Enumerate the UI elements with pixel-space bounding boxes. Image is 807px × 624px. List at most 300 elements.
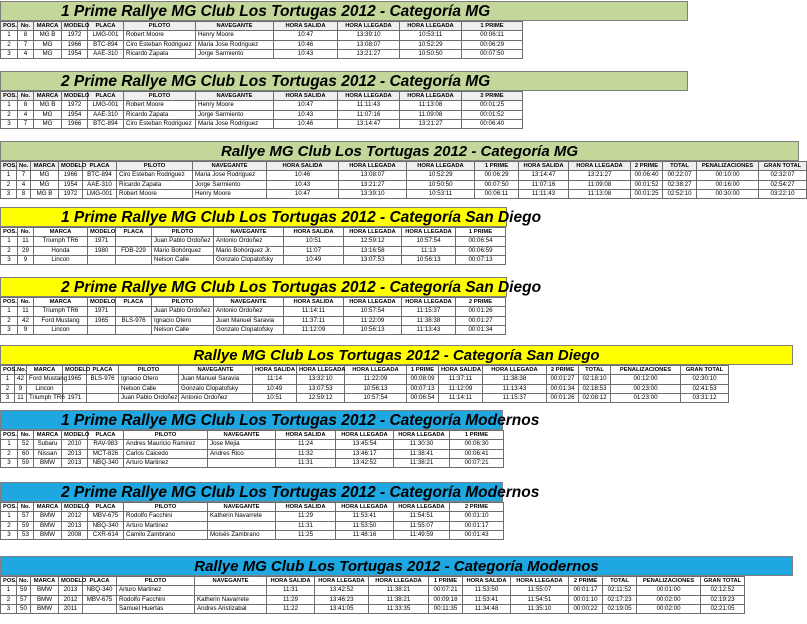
cell-piloto: Robert Moore — [124, 101, 196, 110]
cell-piloto: Ignacio Otero — [119, 375, 179, 384]
cell-marca: MG B — [34, 101, 62, 110]
cell-piloto: Juan Pablo Ordoñez — [152, 307, 214, 316]
column-header-hora-llegada: HORA LLEGADA — [400, 92, 462, 101]
cell-modelo: 1966 — [59, 171, 83, 180]
column-header-placa: PLACA — [83, 577, 117, 586]
cell-navegante: Juan Manuel Saravia — [214, 316, 284, 325]
cell-pos: 1 — [1, 101, 18, 110]
cell-hora-llegada: 10:52:29 — [400, 40, 462, 49]
cell-modelo — [63, 384, 87, 393]
column-header-2-prime: 2 PRIME — [462, 92, 523, 101]
column-header-gran-total: GRAN TOTAL — [701, 577, 745, 586]
cell-hora-salida: 11:31 — [276, 458, 336, 467]
column-header-piloto: PILOTO — [124, 431, 208, 440]
cell-2-prime: 00:01:10 — [450, 512, 504, 521]
cell-pos: 2 — [1, 384, 15, 393]
cell-no: 52 — [18, 440, 34, 449]
cell-1-prime: 00:06:11 — [462, 31, 523, 40]
table-header-row — [1, 298, 506, 307]
cell-1-prime: 00:06:54 — [407, 393, 439, 402]
results-table — [0, 576, 745, 614]
table-row — [1, 449, 504, 458]
cell-penalizaciones: 00:10:00 — [697, 171, 759, 180]
cell-penalizaciones: 00:23:00 — [611, 384, 681, 393]
column-header-hora-llegada: HORA LLEGADA — [400, 22, 462, 31]
table-row — [1, 237, 506, 246]
cell-piloto: Rodolfo Facchini — [124, 512, 208, 521]
cell-marca: Lincon — [34, 255, 88, 264]
column-header-hora-salida: HORA SALIDA — [276, 503, 336, 512]
column-header-1-prime: 1 PRIME — [475, 162, 519, 171]
column-header-2-prime: 2 PRIME — [456, 298, 506, 307]
column-header-marca: MARCA — [27, 366, 63, 375]
cell-modelo: 1972 — [59, 189, 83, 198]
cell-hora-llegada: 11:49:59 — [394, 530, 450, 539]
results-table — [0, 430, 504, 468]
cell-modelo: 1971 — [88, 307, 116, 316]
column-header-hora-salida: HORA SALIDA — [463, 577, 511, 586]
cell-2-prime: 00:06:40 — [631, 171, 663, 180]
cell-pos: 1 — [1, 171, 17, 180]
column-header-gran-total: GRAN TOTAL — [759, 162, 807, 171]
cell-no: 59 — [18, 521, 34, 530]
cell-hora-llegada: 10:56:13 — [402, 255, 456, 264]
cell-marca: BMW — [34, 530, 62, 539]
cell-piloto: Ricardo Zapata — [124, 110, 196, 119]
column-header-hora-salida: HORA SALIDA — [253, 366, 297, 375]
cell-hora-llegada: 13:45:54 — [336, 440, 394, 449]
column-header-marca: MARCA — [31, 162, 59, 171]
cell-pos: 3 — [1, 530, 18, 539]
cell-no: 4 — [18, 110, 34, 119]
cell-hora-salida: 11:29 — [267, 595, 315, 604]
cell-no: 57 — [18, 512, 34, 521]
column-header-navegante: NAVEGANTE — [214, 228, 284, 237]
cell-hora-llegada: 10:57:54 — [345, 393, 407, 402]
cell-marca: MG — [31, 180, 59, 189]
cell-penalizaciones: 00:16:00 — [697, 180, 759, 189]
cell-1-prime: 00:07:50 — [462, 49, 523, 58]
results-table — [0, 502, 504, 540]
cell-placa — [87, 393, 119, 402]
cell-hora-salida: 10:47 — [274, 31, 338, 40]
section-title: 1 Prime Rallye MG Club Los Tortugas 2012 - Categoría San Diego — [0, 207, 507, 227]
cell-navegante: Henry Moore — [196, 31, 274, 40]
cell-pos: 1 — [1, 440, 18, 449]
column-header-hora-llegada: HORA LLEGADA — [511, 577, 569, 586]
table-row — [1, 530, 504, 539]
cell-marca: MG — [34, 49, 62, 58]
results-table — [0, 365, 729, 403]
cell-no: 9 — [15, 384, 27, 393]
cell-hora-salida: 11:37:11 — [439, 375, 483, 384]
cell-hora-llegada: 13:42:52 — [315, 586, 369, 595]
section-modernos-prime-2 — [0, 482, 540, 540]
cell-total: 02:17:23 — [603, 595, 637, 604]
column-header-pos: POS. — [1, 503, 18, 512]
cell-pos: 3 — [1, 325, 18, 334]
cell-hora-llegada: 11:54:51 — [511, 595, 569, 604]
column-header-placa: PLACA — [88, 92, 124, 101]
cell-placa: AAE-310 — [88, 49, 124, 58]
cell-placa: AAE-310 — [88, 110, 124, 119]
cell-placa: RAV-983 — [88, 440, 124, 449]
cell-gran-total: 02:21:05 — [701, 604, 745, 613]
cell-1-prime: 00:07:21 — [450, 458, 504, 467]
cell-piloto: Arturo Martinez — [117, 586, 195, 595]
cell-marca: BMW — [31, 604, 59, 613]
cell-placa: BTC-894 — [83, 171, 117, 180]
column-header-1-prime: 1 PRIME — [407, 366, 439, 375]
cell-no: 60 — [18, 449, 34, 458]
cell-hora-llegada: 11:22:09 — [345, 375, 407, 384]
table-row — [1, 180, 807, 189]
cell-hora-llegada: 13:16:58 — [344, 246, 402, 255]
section-title: 1 Prime Rallye MG Club Los Tortugas 2012 - Categoría MG — [0, 1, 688, 21]
table-row — [1, 255, 506, 264]
column-header-pos: POS. — [1, 577, 17, 586]
cell-2-prime: 00:01:52 — [462, 110, 523, 119]
cell-navegante: Gonzalo Clopatofsky — [214, 325, 284, 334]
table-row — [1, 316, 506, 325]
cell-hora-salida: 11:12:09 — [439, 384, 483, 393]
cell-hora-llegada: 12:59:12 — [344, 237, 402, 246]
cell-hora-llegada: 10:57:54 — [344, 307, 402, 316]
cell-piloto: Nelson Calle — [119, 384, 179, 393]
cell-modelo: 2012 — [62, 512, 88, 521]
column-header-penalizaciones: PENALIZACIONES — [611, 366, 681, 375]
cell-hora-llegada: 11:38:38 — [402, 316, 456, 325]
cell-no: 42 — [18, 316, 34, 325]
cell-hora-llegada: 13:07:53 — [344, 255, 402, 264]
cell-2-prime: 00:01:43 — [450, 530, 504, 539]
column-header-hora-llegada: HORA LLEGADA — [344, 228, 402, 237]
column-header-piloto: PILOTO — [117, 162, 193, 171]
cell-navegante: Antonio Ordoñez — [179, 393, 253, 402]
cell-hora-llegada: 13:39:10 — [338, 31, 400, 40]
cell-navegante: Juan Manuel Saravia — [179, 375, 253, 384]
cell-pos: 2 — [1, 180, 17, 189]
cell-marca: Ford Mustang — [34, 316, 88, 325]
cell-navegante: Gonzalo Clopatofsky — [214, 255, 284, 264]
cell-total: 00:22:07 — [663, 171, 697, 180]
column-header-no: No. — [18, 22, 34, 31]
results-table — [0, 21, 523, 59]
column-header-hora-llegada: HORA LLEGADA — [339, 162, 407, 171]
column-header-navegante: NAVEGANTE — [196, 22, 274, 31]
column-header-hora-llegada: HORA LLEGADA — [402, 298, 456, 307]
cell-modelo: 1971 — [63, 393, 87, 402]
cell-hora-llegada: 11:13:08 — [569, 189, 631, 198]
cell-piloto: Andres Mauricio Ramirez — [124, 440, 208, 449]
cell-pos: 2 — [1, 110, 18, 119]
column-header-modelo: MODELO — [63, 366, 87, 375]
table-header-row — [1, 92, 523, 101]
cell-1-prime: 00:06:29 — [475, 171, 519, 180]
cell-piloto: Robert Moore — [124, 31, 196, 40]
cell-modelo: 1972 — [62, 31, 88, 40]
cell-modelo: 2013 — [62, 449, 88, 458]
column-header-navegante: NAVEGANTE — [193, 162, 267, 171]
cell-1-prime: 00:06:11 — [475, 189, 519, 198]
cell-piloto: Ciro Esteban Rodriguez — [124, 40, 196, 49]
section-title: 1 Prime Rallye MG Club Los Tortugas 2012 - Categoría Modernos — [0, 410, 503, 430]
column-header-1-prime: 1 PRIME — [456, 228, 506, 237]
cell-pos: 3 — [1, 49, 18, 58]
cell-marca: BMW — [34, 521, 62, 530]
cell-no: 4 — [17, 180, 31, 189]
cell-marca: BMW — [31, 595, 59, 604]
cell-placa: NBQ-340 — [83, 586, 117, 595]
cell-2-prime: 00:01:25 — [631, 189, 663, 198]
cell-hora-llegada: 11:54:51 — [394, 512, 450, 521]
cell-gran-total: 02:30:10 — [681, 375, 729, 384]
column-header-hora-llegada: HORA LLEGADA — [297, 366, 345, 375]
table-row — [1, 189, 807, 198]
cell-2-prime: 00:01:10 — [569, 595, 603, 604]
cell-modelo: 2013 — [62, 458, 88, 467]
cell-hora-salida: 10:46 — [274, 119, 338, 128]
cell-hora-salida: 11:07 — [284, 246, 344, 255]
column-header-marca: MARCA — [34, 503, 62, 512]
cell-hora-llegada: 13:07:53 — [297, 384, 345, 393]
cell-hora-salida: 11:11:43 — [519, 189, 569, 198]
cell-modelo: 1954 — [62, 110, 88, 119]
cell-hora-llegada: 11:13:08 — [400, 101, 462, 110]
section-title: Rallye MG Club Los Tortugas 2012 - Categoría MG — [0, 141, 799, 161]
column-header-hora-llegada: HORA LLEGADA — [338, 22, 400, 31]
cell-piloto: Ignacio Otero — [152, 316, 214, 325]
column-header-hora-salida: HORA SALIDA — [267, 577, 315, 586]
column-header-2-prime: 2 PRIME — [450, 503, 504, 512]
table-row — [1, 384, 729, 393]
cell-hora-llegada: 11:13:43 — [483, 384, 547, 393]
cell-navegante: Jorge Sarmiento — [196, 49, 274, 58]
cell-piloto: Ricardo Zapata — [124, 49, 196, 58]
cell-placa: NBQ-340 — [88, 458, 124, 467]
table-row — [1, 40, 523, 49]
cell-hora-salida: 11:32 — [276, 449, 336, 458]
column-header-2-prime: 2 PRIME — [547, 366, 579, 375]
cell-hora-salida: 11:31 — [276, 521, 336, 530]
cell-piloto: Arturo Martinez — [124, 521, 208, 530]
cell-hora-salida: 10:51 — [253, 393, 297, 402]
section-title: 2 Prime Rallye MG Club Los Tortugas 2012 - Categoría Modernos — [0, 482, 503, 502]
column-header-hora-llegada: HORA LLEGADA — [402, 228, 456, 237]
table-row — [1, 595, 745, 604]
cell-total: 02:18:10 — [579, 375, 611, 384]
cell-2-prime: 00:01:25 — [462, 101, 523, 110]
column-header-modelo: MODELO — [88, 298, 116, 307]
cell-marca: MG — [34, 119, 62, 128]
cell-hora-llegada: 13:41:05 — [315, 604, 369, 613]
column-header-marca: MARCA — [34, 92, 62, 101]
column-header-hora-llegada: HORA LLEGADA — [369, 577, 429, 586]
cell-no: 9 — [18, 325, 34, 334]
cell-pos: 2 — [1, 40, 18, 49]
section-title: Rallye MG Club Los Tortugas 2012 - Categoría Modernos — [0, 556, 793, 576]
cell-pos: 2 — [1, 521, 18, 530]
column-header-navegante: NAVEGANTE — [214, 298, 284, 307]
cell-hora-salida: 10:43 — [274, 49, 338, 58]
cell-marca: MG — [31, 171, 59, 180]
column-header-piloto: PILOTO — [124, 22, 196, 31]
cell-hora-salida: 11:14:11 — [284, 307, 344, 316]
cell-placa: MCT-826 — [88, 449, 124, 458]
cell-placa — [116, 237, 152, 246]
column-header-hora-salida: HORA SALIDA — [284, 228, 344, 237]
column-header-modelo: MODELO — [59, 577, 83, 586]
cell-1-prime: 00:06:29 — [462, 40, 523, 49]
column-header-hora-llegada: HORA LLEGADA — [394, 431, 450, 440]
table-header-row — [1, 162, 807, 171]
column-header-hora-llegada: HORA LLEGADA — [338, 92, 400, 101]
table-row — [1, 325, 506, 334]
cell-2-prime: 00:01:34 — [547, 384, 579, 393]
cell-navegante: Gonzalo Clopatofsky — [179, 384, 253, 393]
table-row — [1, 604, 745, 613]
cell-hora-salida: 11:31 — [267, 586, 315, 595]
section-title: 2 Prime Rallye MG Club Los Tortugas 2012 - Categoría MG — [0, 71, 688, 91]
column-header-hora-salida: HORA SALIDA — [267, 162, 339, 171]
cell-navegante: Henry Moore — [196, 101, 274, 110]
cell-marca: Triumph TR6 — [27, 393, 63, 402]
column-header-2-prime: 2 PRIME — [569, 577, 603, 586]
cell-placa: BTC-894 — [88, 119, 124, 128]
column-header-hora-llegada: HORA LLEGADA — [569, 162, 631, 171]
cell-navegante: Maria Jose Rodriguez — [193, 171, 267, 180]
cell-navegante: Katherin Navarrete — [208, 512, 276, 521]
cell-hora-salida: 10:46 — [274, 40, 338, 49]
cell-pos: 1 — [1, 237, 18, 246]
section-sandiego-prime-1 — [0, 207, 542, 265]
column-header-placa: PLACA — [88, 503, 124, 512]
column-header-hora-llegada: HORA LLEGADA — [345, 366, 407, 375]
cell-2-prime: 00:01:17 — [450, 521, 504, 530]
cell-piloto: Samuel Huertas — [117, 604, 195, 613]
cell-navegante: Maria Jose Rodriguez — [196, 119, 274, 128]
column-header-hora-llegada: HORA LLEGADA — [394, 503, 450, 512]
cell-piloto: Ricardo Zapata — [117, 180, 193, 189]
cell-piloto: Carlos Caicedo — [124, 449, 208, 458]
cell-piloto: Mario Bohórquez — [152, 246, 214, 255]
column-header-pos: POS. — [1, 366, 15, 375]
column-header-piloto: PILOTO — [119, 366, 179, 375]
cell-hora-llegada: 13:46:23 — [315, 595, 369, 604]
column-header-hora-llegada: HORA LLEGADA — [344, 298, 402, 307]
column-header-no: No. — [17, 162, 31, 171]
column-header-hora-llegada: HORA LLEGADA — [407, 162, 475, 171]
cell-hora-salida: 11:12:09 — [284, 325, 344, 334]
cell-navegante: Jose Mejia — [208, 440, 276, 449]
cell-pos: 2 — [1, 595, 17, 604]
cell-2-prime: 00:01:27 — [456, 316, 506, 325]
cell-hora-salida: 10:47 — [274, 101, 338, 110]
cell-placa — [116, 307, 152, 316]
cell-modelo: 1966 — [62, 40, 88, 49]
table-header-row — [1, 577, 745, 586]
cell-total: 02:38:27 — [663, 180, 697, 189]
cell-hora-salida: 11:14 — [253, 375, 297, 384]
column-header-piloto: PILOTO — [152, 228, 214, 237]
cell-hora-llegada: 11:38:38 — [483, 375, 547, 384]
column-header-modelo: MODELO — [62, 92, 88, 101]
cell-hora-llegada: 10:56:13 — [344, 325, 402, 334]
cell-hora-llegada: 11:07:16 — [338, 110, 400, 119]
cell-no: 7 — [18, 119, 34, 128]
column-header-total: TOTAL — [603, 577, 637, 586]
cell-hora-salida: 11:34:48 — [463, 604, 511, 613]
section-sandiego-total — [0, 345, 793, 403]
cell-hora-salida: 10:46 — [267, 171, 339, 180]
cell-placa — [87, 384, 119, 393]
cell-navegante: Antonio Ordoñez — [214, 307, 284, 316]
cell-hora-llegada: 11:15:37 — [402, 307, 456, 316]
cell-no: 53 — [18, 530, 34, 539]
cell-piloto: Nelson Calle — [152, 325, 214, 334]
cell-no: 42 — [15, 375, 27, 384]
cell-navegante: Henry Moore — [193, 189, 267, 198]
cell-total: 02:52:10 — [663, 189, 697, 198]
column-header-hora-salida: HORA SALIDA — [439, 366, 483, 375]
cell-pos: 3 — [1, 255, 18, 264]
cell-hora-llegada: 11:15:37 — [483, 393, 547, 402]
cell-penalizaciones: 00:30:00 — [697, 189, 759, 198]
cell-navegante: Jorge Sarmiento — [196, 110, 274, 119]
cell-1-prime: 00:07:13 — [456, 255, 506, 264]
cell-total: 02:08:12 — [579, 393, 611, 402]
cell-hora-llegada: 11:22:09 — [344, 316, 402, 325]
cell-2-prime: 00:01:34 — [456, 325, 506, 334]
cell-hora-salida: 11:53:50 — [463, 586, 511, 595]
cell-no: 11 — [15, 393, 27, 402]
cell-1-prime: 00:06:30 — [450, 440, 504, 449]
cell-hora-llegada: 11:30:30 — [394, 440, 450, 449]
cell-gran-total: 02:12:52 — [701, 586, 745, 595]
table-header-row — [1, 228, 506, 237]
cell-hora-llegada: 11:11:43 — [338, 101, 400, 110]
cell-marca: Honda — [34, 246, 88, 255]
cell-pos: 1 — [1, 375, 15, 384]
column-header-no: No. — [18, 92, 34, 101]
cell-modelo: 2008 — [62, 530, 88, 539]
section-mg-prime-2 — [0, 71, 688, 129]
cell-modelo: 2011 — [59, 604, 83, 613]
cell-placa: BLS-976 — [87, 375, 119, 384]
column-header-modelo: MODELO — [62, 431, 88, 440]
column-header-1-prime: 1 PRIME — [450, 431, 504, 440]
table-row — [1, 119, 523, 128]
cell-modelo: 2010 — [62, 440, 88, 449]
cell-marca: BMW — [34, 458, 62, 467]
column-header-piloto: PILOTO — [117, 577, 195, 586]
cell-no: 9 — [18, 255, 34, 264]
cell-no: 7 — [18, 40, 34, 49]
cell-1-prime: 00:08:09 — [407, 375, 439, 384]
column-header-total: TOTAL — [663, 162, 697, 171]
cell-modelo: 2012 — [59, 595, 83, 604]
column-header-piloto: PILOTO — [124, 92, 196, 101]
cell-modelo: 1954 — [62, 49, 88, 58]
table-row — [1, 49, 523, 58]
cell-hora-llegada: 11:55:07 — [511, 586, 569, 595]
cell-navegante: Jorge Sarmiento — [193, 180, 267, 189]
cell-1-prime: 00:07:13 — [407, 384, 439, 393]
results-table — [0, 227, 506, 265]
column-header-pos: POS. — [1, 298, 18, 307]
cell-piloto: Arturo Martinez — [124, 458, 208, 467]
table-header-row — [1, 22, 523, 31]
